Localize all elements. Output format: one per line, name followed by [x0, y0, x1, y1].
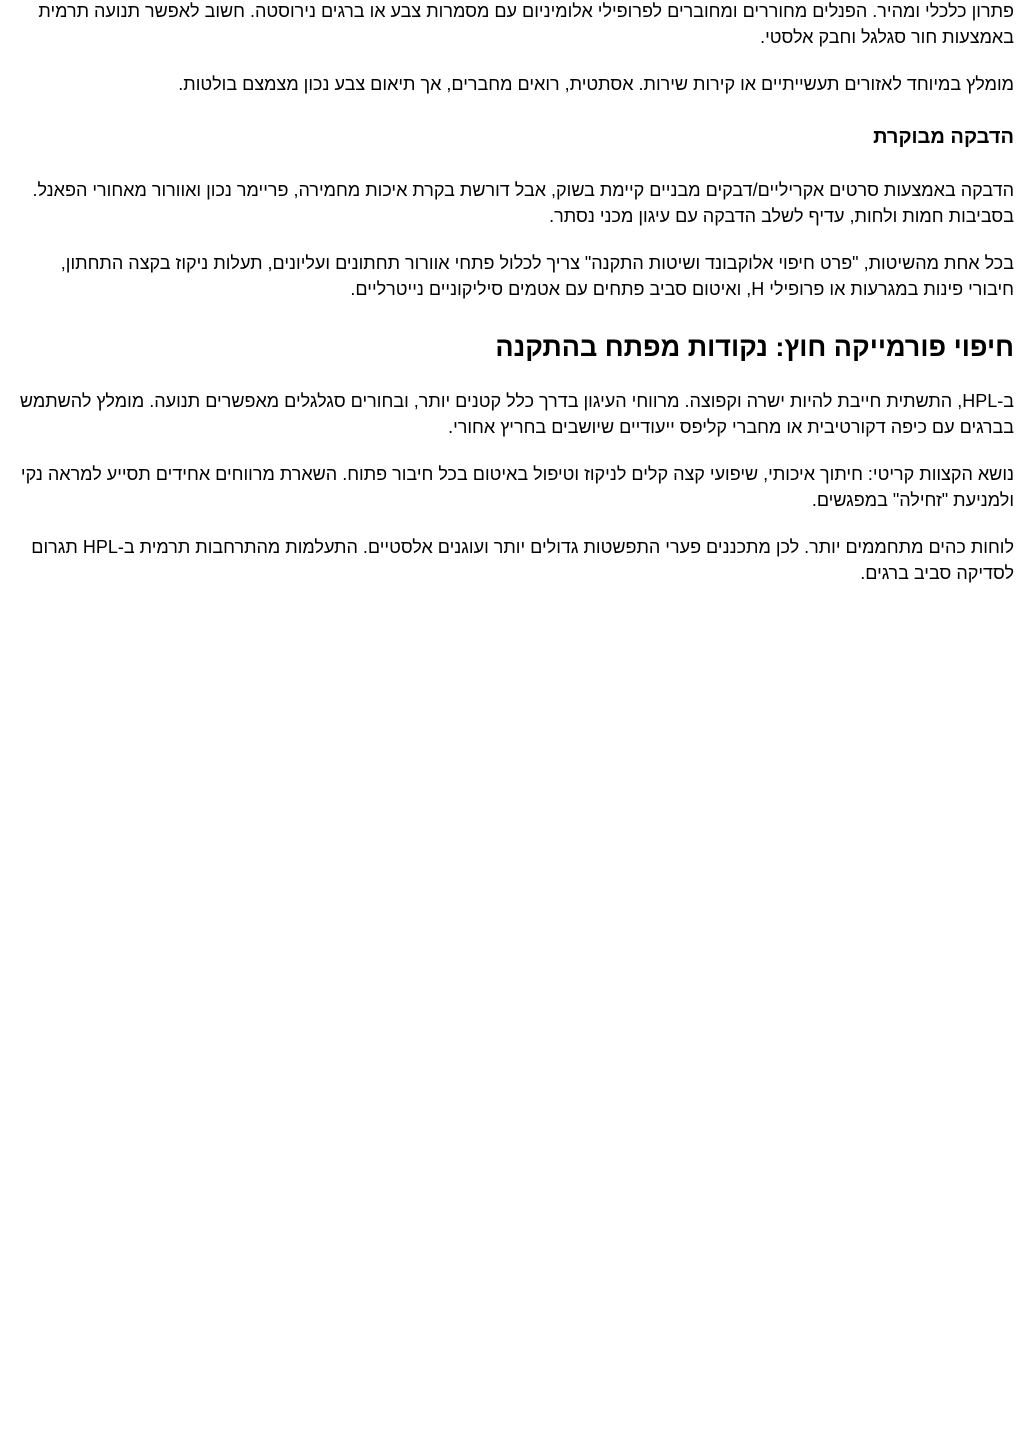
paragraph: לוחות כהים מתחממים יותר. לכן מתכננים פערי התפשטות גדולים יותר ועוגנים אלסטיים. התעלמות מהתרחבות תרמית ב-HPL תגרום לסדיקה סביב ברגים. — [31, 537, 1014, 583]
paragraph: פתרון כלכלי ומהיר. הפנלים מחוררים ומחוברים לפרופילי אלומיניום עם מסמרות צבע או ברגים נירוסטה. חשוב לאפשר תנועה תרמית באמצעות חור סגלגל וחבק אלסטי. — [38, 1, 1014, 47]
paragraph: הדבקה באמצעות סרטים אקריליים/דבקים מבניים קיימת בשוק, אבל דורשת בקרת איכות מחמירה, פריימר נכון ואוורור מאחורי הפאנל. בסביבות חמות ולחות, עדיף לשלב הדבקה עם עיגון מכני נסתר. — [32, 180, 1014, 226]
paragraph: ב-HPL, התשתית חייבת להיות ישרה וקפוצה. מרווחי העיגון בדרך כלל קטנים יותר, ובחורים סגלגלים מאפשרים תנועה. מומלץ להשתמש בברגים עם כיפה דקורטיבית או מחברי קליפס ייעודיים שיושבים בחריץ אחורי. — [19, 391, 1014, 437]
section-heading: חיפוי פורמייקה חוץ: נקודות מפתח בהתקנה — [495, 332, 1014, 362]
paragraph: מומלץ במיוחד לאזורים תעשייתיים או קירות שירות. אסתטית, רואים מחברים, אך תיאום צבע נכון מצמצם בולטות. — [178, 74, 1014, 94]
paragraph: נושא הקצוות קריטי: חיתוך איכותי, שיפועי קצה קלים לניקוז וטיפול באיטום בכל חיבור פתוח. השארת מרווחים אחידים תסייע למראה נקי ולמניעת "זחילה" במפגשים. — [20, 464, 1014, 510]
paragraph: בכל אחת מהשיטות, "פרט חיפוי אלוקבונד ושיטות התקנה" צריך לכלול פתחי אוורור תחתונים ועליונים, תעלות ניקוז בקצה התחתון, חיבורי פינות במגרעות או פרופילי H, ואיטום סביב פתחים עם אטמים סיליקוניים נייטרליים. — [60, 253, 1014, 299]
subheading-bonding: הדבקה מבוקרת — [873, 126, 1014, 148]
